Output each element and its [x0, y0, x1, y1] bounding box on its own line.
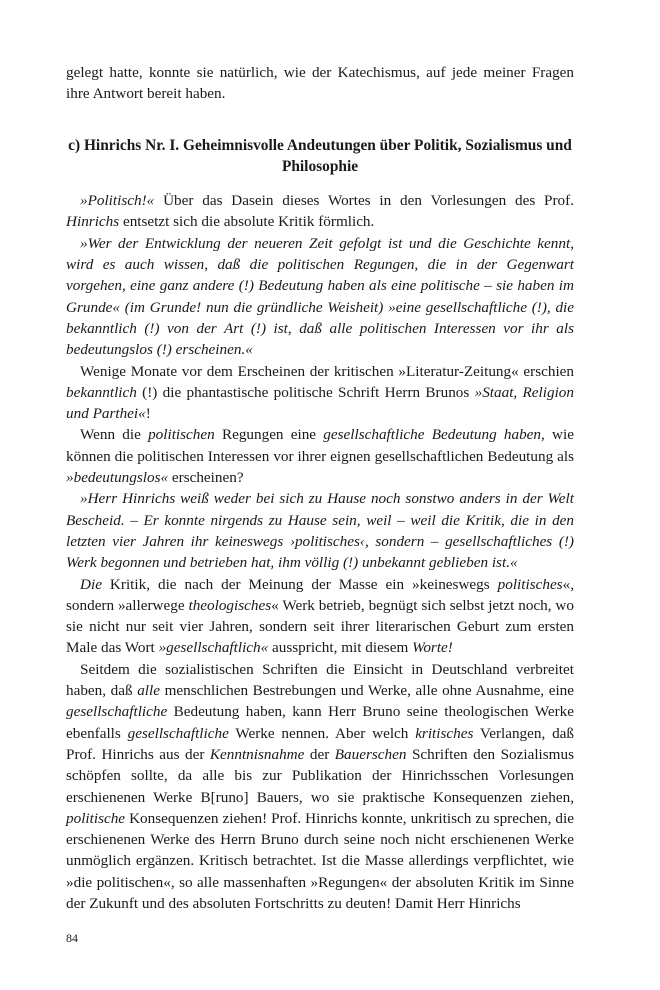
- italic-run: Die: [80, 575, 102, 593]
- text-run: der: [304, 745, 335, 763]
- italic-run: »Staat, Religion und Parthei«: [66, 383, 574, 423]
- page-number: 84: [66, 931, 78, 945]
- text-run: Wenn die: [80, 426, 149, 444]
- text-run: , wie können die politischen Interessen vor ihrer eignen gesellschaftlichen Bedeutung als: [66, 426, 574, 465]
- italic-run: »Wer der Entwicklung der neueren Zeit gefolgt ist und die Geschichte kennt, wird es auch wissen, daß die politischen Regungen, die in der Gegenwart vorgehen, eine ganz andere (!) Bedeutung haben als eine politische – sie haben im Grunde« (im Grunde! nun die gründliche Weisheit) »eine gesellschaftliche (!), die bekanntlich (!) von der Art (!) ist, daß alle politischen Interessen vor ihr als bedeutungslos (!) erscheinen.«: [66, 234, 574, 359]
- paragraph: [66, 190, 574, 233]
- italic-run: theologisches: [188, 596, 272, 614]
- italic-run: Hinrichs: [66, 213, 120, 231]
- quoted-paragraph: [66, 233, 574, 361]
- text-run: ausspricht, mit diesem: [268, 639, 413, 657]
- paragraph: [66, 361, 574, 425]
- text-run: Wenige Monate vor dem Erscheinen der kritischen »Literatur-Zeitung« erschien: [80, 362, 574, 380]
- text-run: (!) die phantastische politische Schrift Herrn Brunos: [136, 383, 475, 401]
- text-run: Kritik, die nach der Meinung der Masse ein »keineswegs: [101, 575, 498, 593]
- italic-run: kritisches: [415, 724, 474, 742]
- italic-run: Worte!: [412, 639, 453, 657]
- italic-run: bekanntlich: [66, 383, 137, 401]
- text-run: Verlangen, daß Prof. Hinrichs aus der: [66, 724, 574, 763]
- text-run: «, sondern »allerwege: [66, 575, 574, 614]
- italic-run: politisches: [497, 575, 563, 593]
- text-run: Über das Dasein dieses Wortes in den Vorlesungen des Prof.: [154, 192, 574, 210]
- text-run: entsetzt sich die absolute Kritik förmlich.: [119, 213, 375, 231]
- italic-run: politischen: [148, 426, 215, 444]
- text-run: « Werk betrieb, begnügt sich selbst jetzt noch, wo sie nicht nur seit vier Jahren, sondern seit ihrer literarischen Geburt zum ersten Male das Wort: [66, 596, 574, 657]
- text-run: Schriften den Sozialismus schöpfen sollte, da alle bis zur Publikation der Hinrichsschen Vorlesungen erschienenen Werke B[runo] Bauers, wo sie praktische Konsequenzen ziehen,: [66, 745, 574, 806]
- text-run: menschlichen Bestrebungen und Werke, alle ohne Ausnahme, eine: [159, 682, 575, 700]
- text-run: Werke nennen. Aber welch: [228, 724, 416, 742]
- italic-run: »Herr Hinrichs weiß weder bei sich zu Hause noch sonstwo anders in der Welt Bescheid. – Er konnte nirgends zu Hause sein, weil – weil die Kritik, die in den letzten vier Jahren ihr keineswegs ›politisches‹, sondern – gesellschaftliches (!) Werk begonnen und betrieben hat, ihm völlig (!) unbekannt geblieben ist.«: [66, 490, 574, 572]
- italic-run: Bauerschen: [334, 745, 407, 763]
- italic-run: gesellschaftliche: [127, 724, 229, 742]
- text-run: Bedeutung haben, kann Herr Bruno seine theologischen Werke ebenfalls: [66, 703, 574, 742]
- body-text: [66, 62, 574, 914]
- paragraph: [66, 424, 574, 488]
- italic-run: »Politisch!«: [80, 192, 155, 210]
- paragraph: [66, 574, 574, 659]
- italic-run: alle: [137, 682, 160, 700]
- text-run: gelegt hatte, konnte sie natürlich, wie der Katechismus, auf jede meiner Fragen ihre Antwort bereit haben.: [66, 64, 574, 103]
- text-run: Konsequenzen ziehen! Prof. Hinrichs konnte, unkritisch zu sprechen, die erschienenen Werke des Herrn Bruno durch seine noch nicht erschienenen Werke unmöglich ergänzen. Kritisch betrachtet. Ist die Masse allerdings verpflichtet, wie »die politischen«, so alle massenhaften »Regungen« der absoluten Kritik im Sinne der Zukunft und des absoluten Fortschritts zu deuten! Damit Herr Hinrichs: [66, 809, 574, 912]
- italic-run: »bedeutungslos«: [66, 469, 169, 487]
- italic-run: gesellschaftliche: [66, 703, 168, 721]
- text-run: erscheinen?: [168, 469, 244, 487]
- italic-run: Kenntnisnahme: [209, 745, 305, 763]
- quoted-paragraph: [66, 488, 574, 573]
- text-run: Seitdem die sozialistischen Schriften die Einsicht in Deutschland verbreitet haben, daß: [66, 660, 574, 700]
- text-run: Regungen eine: [214, 426, 324, 444]
- section-heading: c) Hinrichs Nr. I. Geheimnisvolle Andeutungen über Politik, Sozialismus und Philosophie: [68, 136, 572, 175]
- text-run: !: [145, 405, 151, 423]
- italic-run: politische: [66, 809, 126, 827]
- paragraph: [66, 62, 574, 105]
- paragraph: [66, 659, 574, 915]
- italic-run: gesellschaftliche Bedeutung haben: [323, 426, 542, 444]
- italic-run: »gesellschaftlich«: [158, 639, 269, 657]
